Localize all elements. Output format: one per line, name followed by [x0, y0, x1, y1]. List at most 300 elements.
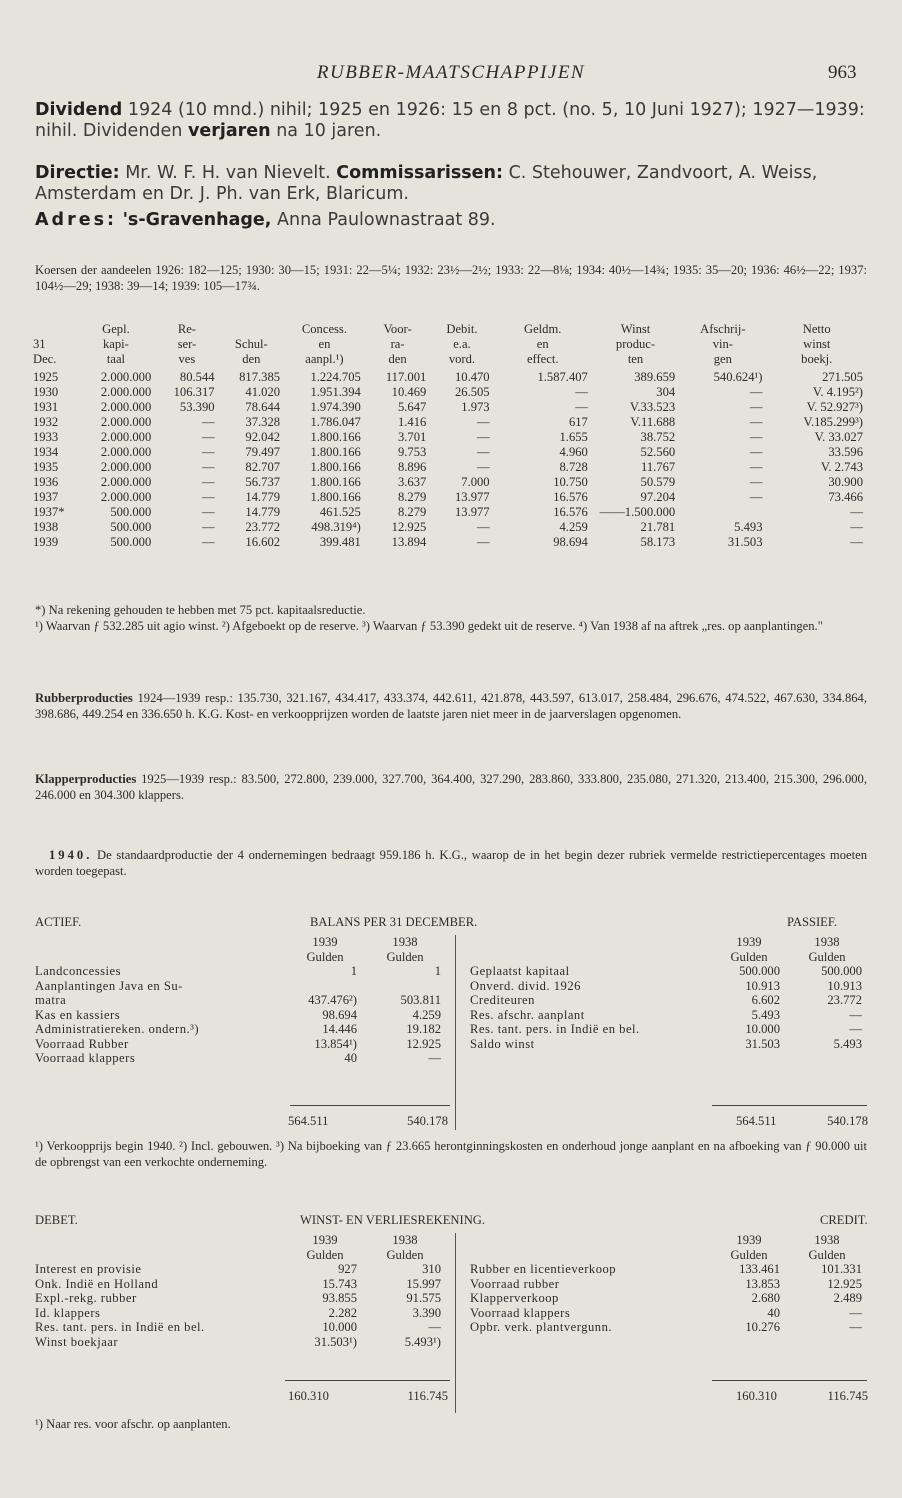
table-cell: 500.000	[110, 535, 152, 549]
column-header	[679, 322, 766, 370]
directie-label: Directie:	[35, 163, 120, 183]
table-cell: 2.000.000	[100, 385, 152, 399]
ledger-value-1939: 14.446	[322, 1022, 357, 1036]
table-cell: —	[477, 415, 490, 429]
ledger-value-1939: 31.503¹)	[314, 1334, 357, 1349]
table-cell: —	[850, 535, 863, 549]
table-cell: 82.707	[245, 460, 281, 474]
rubber-label: Rubberproducties	[35, 691, 133, 705]
column-header-line: ser-	[177, 337, 197, 351]
table-row	[33, 520, 867, 535]
table-cell: —	[201, 490, 215, 504]
wv-debet-year-row	[35, 1233, 445, 1248]
ledger-value-1938: 1	[434, 964, 441, 978]
unit-gulden: Gulden	[306, 949, 344, 964]
total-1938: 116.745	[407, 1389, 448, 1403]
column-header-line: winst	[803, 337, 831, 351]
year-1938: 1938	[814, 1233, 840, 1247]
klapper-text: 1925—1939 resp.: 83.500, 272.800, 239.000, 327.700, 364.400, 327.290, 283.860, 333.800, 235.080, 271.320, 213.400, 215.300, 296.000, 246.000 en 304.300 klappers.	[35, 772, 867, 802]
ledger-value-1938: —	[428, 1320, 441, 1334]
unit-gulden: Gulden	[808, 1247, 846, 1262]
ledger-value-1938: —	[849, 1320, 862, 1334]
ledger-label: Aanplantingen Java en Su-	[35, 978, 183, 993]
table-cell: —	[477, 445, 490, 459]
table-cell: 1939	[33, 535, 59, 549]
table-cell	[679, 505, 766, 520]
ledger-value-1938: 2.489	[833, 1291, 862, 1305]
year-1938: 1938	[392, 935, 418, 949]
table-cell: 30.900	[828, 475, 863, 489]
ledger-value-1938: —	[428, 1051, 441, 1065]
wv-left-title: DEBET.	[35, 1213, 78, 1227]
balans-passief-unit-row	[470, 950, 866, 965]
ledger-value-1938: 310	[422, 1262, 441, 1276]
table-note-star: *) Na rekening gehouden te hebben met 75 pct. kapitaalsreductie.	[35, 603, 366, 617]
balans-right-totals	[736, 1113, 868, 1129]
ledger-value-1939: 10.913	[745, 978, 780, 993]
ledger-value-1938: 12.925	[406, 1036, 441, 1051]
wv-credit-unit-row	[470, 1248, 866, 1263]
ledger-label: matra	[35, 993, 67, 1007]
wv-debet-unit-row	[35, 1248, 445, 1263]
ledger-row	[35, 979, 445, 994]
table-cell: 3.701	[397, 430, 427, 444]
ledger-value-1938: 101.331	[821, 1262, 862, 1276]
table-cell: 1.800.166	[310, 430, 361, 444]
directie-paragraph	[35, 163, 867, 205]
table-cell: 1.973	[461, 400, 490, 414]
ledger-label: Voorraad Rubber	[35, 1036, 129, 1051]
wv-right-title: CREDIT.	[820, 1213, 868, 1227]
balans-passief-year-row	[470, 935, 866, 950]
balans-right-title: PASSIEF.	[787, 915, 837, 929]
ledger-row	[35, 1277, 445, 1292]
table-cell: 2.000.000	[100, 370, 152, 384]
table-cell: 3.637	[397, 475, 427, 489]
table-cell: 23.772	[245, 520, 281, 534]
ledger-value-1939: 10.276	[745, 1320, 780, 1334]
table-row	[33, 475, 867, 490]
total-1938: 116.745	[827, 1389, 868, 1403]
column-header-line: produc-	[615, 337, 656, 351]
table-cell: 53.390	[179, 400, 215, 414]
column-header-line: vord.	[448, 352, 476, 366]
financial-overview-table	[33, 322, 867, 550]
ledger-value-1939: 93.855	[322, 1291, 357, 1305]
ledger-label: Winst boekjaar	[35, 1334, 119, 1349]
table-cell: 16.576	[553, 490, 588, 504]
table-cell: —	[749, 415, 763, 429]
wv-right-total-rule	[712, 1380, 867, 1381]
table-cell: —	[477, 520, 490, 534]
ledger-value-1938: —	[849, 1022, 862, 1036]
ledger-label: Landconcessies	[35, 964, 122, 978]
table-cell: 80.544	[179, 370, 215, 384]
table-cell: 37.328	[245, 415, 281, 429]
table-cell: 52.560	[640, 445, 676, 459]
directie-text: Mr. W. F. H. van Nievelt.	[119, 163, 337, 183]
table-cell: 56.737	[245, 475, 281, 489]
table-cell: 1931	[33, 400, 59, 414]
ledger-value-1939: 15.743	[322, 1276, 357, 1291]
unit-gulden: Gulden	[306, 1247, 344, 1262]
note-1940-label: 1940.	[49, 848, 93, 862]
table-cell: —	[749, 490, 763, 504]
year-1939: 1939	[736, 1233, 762, 1247]
ledger-value-1939: 40	[767, 1305, 780, 1320]
ledger-label: Voorraad klappers	[35, 1051, 136, 1065]
balans-divider	[455, 935, 456, 1130]
table-cell: —	[477, 460, 490, 474]
table-row	[33, 400, 867, 415]
table-cell: 2.000.000	[100, 460, 152, 474]
table-cell: —	[201, 520, 215, 534]
table-cell: 9.753	[397, 445, 427, 459]
ledger-label: Rubber en licentieverkoop	[470, 1262, 617, 1276]
wv-credit-year-row	[470, 1233, 866, 1248]
page-number: 963	[828, 62, 857, 83]
total-1939: 160.310	[736, 1389, 777, 1403]
ledger-label: Crediteuren	[470, 993, 535, 1007]
wv-debet-table	[35, 1233, 445, 1349]
table-cell: 5.647	[397, 400, 427, 414]
column-header	[284, 322, 365, 370]
ledger-row	[470, 993, 866, 1008]
table-cell: 98.694	[553, 535, 588, 549]
ledger-label: Voorraad rubber	[470, 1276, 560, 1291]
rubber-text: 1924—1939 resp.: 135.730, 321.167, 434.417, 433.374, 442.611, 421.878, 443.597, 613.017, 258.484, 296.676, 474.522, 467.630, 334.864, 398.686, 449.254 en 336.650 h. K.G. Kost- en verkoopprijzen worden de laatste jaren niet meer in de jaarverslagen opgenomen.	[35, 691, 867, 721]
table-cell: 79.497	[245, 445, 281, 459]
ledger-value-1938: 19.182	[406, 1022, 441, 1036]
table-cell: V. 4.195²)	[812, 385, 863, 399]
ledger-value-1939: 98.694	[322, 1007, 357, 1022]
balans-right-total-rule	[712, 1105, 867, 1106]
table-cell: —	[749, 385, 763, 399]
column-header-line: den	[242, 352, 261, 366]
ledger-value-1939: 13.854¹)	[314, 1036, 357, 1051]
table-cell: 1.951.394	[310, 385, 361, 399]
table-cell: 92.042	[245, 430, 281, 444]
commissarissen-text: C. Stehouwer, Zandvoort, A. Weiss, Amsterdam en Dr. J. Ph. van Erk, Blaricum.	[35, 163, 818, 204]
ledger-label: Res. tant. pers. in Indië en bel.	[35, 1320, 205, 1334]
table-notes	[35, 602, 867, 634]
table-cell: 8.279	[397, 490, 427, 504]
table-row	[33, 490, 867, 505]
column-header-line: aanpl.¹)	[305, 352, 344, 366]
verjaren-text: na 10 jaren.	[270, 121, 382, 141]
table-cell: 1933	[33, 430, 59, 444]
table-cell: 2.000.000	[100, 415, 152, 429]
table-cell: 10.750	[553, 475, 588, 489]
balans-center-title: BALANS PER 31 DECEMBER.	[310, 915, 478, 929]
wv-left-total-rule	[285, 1380, 450, 1381]
table-cell: 498.319⁴)	[311, 520, 361, 534]
dividend-text: 1924 (10 mnd.) nihil; 1925 en 1926: 15 en 8 pct. (no. 5, 10 Juni 1927); 1927—1939: nihil. Dividenden	[35, 100, 865, 141]
ledger-row	[470, 1320, 866, 1335]
wv-right-totals	[736, 1388, 868, 1404]
ledger-row	[35, 1022, 445, 1037]
column-header-line: vin-	[712, 337, 733, 351]
ledger-label: Kas en kassiers	[35, 1007, 121, 1022]
table-cell: 1.800.166	[310, 475, 361, 489]
table-cell: —	[201, 460, 215, 474]
table-cell: 389.659	[634, 370, 676, 384]
unit-gulden: Gulden	[386, 1247, 424, 1262]
column-header-line: Dec.	[33, 352, 57, 366]
wv-note: ¹) Naar res. voor afschr. op aanplanten.	[35, 1417, 231, 1431]
table-cell: 2.000.000	[100, 475, 152, 489]
table-cell: 78.644	[245, 400, 281, 414]
table-cell: 1.224.705	[310, 370, 361, 384]
table-cell: 271.505	[822, 370, 863, 384]
ledger-value-1939: 10.000	[322, 1320, 357, 1334]
column-header-line: ten	[627, 352, 644, 366]
table-cell: 1.974.390	[310, 400, 361, 414]
table-cell: 38.752	[640, 430, 676, 444]
year-1938: 1938	[392, 1233, 418, 1247]
ledger-label: Voorraad klappers	[470, 1305, 571, 1320]
ledger-value-1938: 15.997	[406, 1276, 441, 1291]
year-1939: 1939	[736, 935, 762, 949]
table-cell: 1932	[33, 415, 59, 429]
klapper-label: Klapperproducties	[35, 772, 137, 786]
ledger-row	[35, 1037, 445, 1052]
ledger-row	[35, 1008, 445, 1023]
ledger-row	[35, 1335, 445, 1350]
table-row	[33, 505, 867, 520]
table-cell: 14.779	[245, 490, 281, 504]
ledger-value-1939	[285, 979, 365, 994]
column-header-line: Schul-	[234, 337, 268, 351]
table-cell: 33.596	[828, 445, 863, 459]
table-cell: 16.602	[245, 535, 281, 549]
column-header-line: Geldm.	[524, 322, 562, 336]
table-cell: —	[749, 430, 763, 444]
ledger-value-1939: 437.476²)	[308, 993, 357, 1007]
column-header-line: Concess.	[301, 322, 347, 336]
table-cell: 1.800.166	[310, 460, 361, 474]
ledger-row	[35, 1262, 445, 1277]
ledger-row	[470, 979, 866, 994]
table-cell: V.33.523	[629, 400, 676, 414]
dividend-label: Dividend	[35, 100, 123, 120]
column-header	[365, 322, 430, 370]
table-cell: 1936	[33, 475, 59, 489]
ledger-value-1938: 4.259	[412, 1007, 441, 1022]
ledger-label: Klapperverkoop	[470, 1291, 559, 1305]
column-header-line: en	[318, 337, 331, 351]
balans-left-total-rule	[290, 1105, 450, 1106]
column-header-line: e.a.	[453, 337, 471, 351]
ledger-value-1939: 31.503	[745, 1036, 780, 1051]
table-cell: 399.481	[319, 535, 361, 549]
year-1939: 1939	[312, 935, 338, 949]
column-header	[33, 322, 77, 370]
table-cell: 1937	[33, 490, 59, 504]
table-cell: 1.800.166	[310, 490, 361, 504]
table-cell: 12.925	[391, 520, 427, 534]
column-header-line: kapi-	[103, 337, 129, 351]
table-cell: —	[850, 520, 863, 534]
table-cell: V.11.688	[630, 415, 676, 429]
ledger-value-1939: 40	[344, 1051, 357, 1065]
table-cell: 31.503	[727, 535, 763, 549]
ledger-value-1939: 10.000	[745, 1022, 780, 1036]
table-cell: —	[201, 475, 215, 489]
column-header-line: Voor-	[383, 322, 412, 336]
commissarissen-label: Commissarissen:	[336, 163, 503, 183]
column-header-line: Gepl.	[102, 322, 130, 336]
ledger-row	[470, 1291, 866, 1306]
unit-gulden: Gulden	[730, 1247, 768, 1262]
ledger-value-1939: 13.853	[745, 1276, 780, 1291]
ledger-value-1939: 2.680	[751, 1291, 780, 1305]
table-cell: 97.204	[640, 490, 676, 504]
table-cell: 1935	[33, 460, 59, 474]
table-cell: —	[201, 535, 215, 549]
column-header-line: en	[536, 337, 549, 351]
table-cell: 8.728	[559, 460, 588, 474]
total-1939: 564.511	[736, 1114, 777, 1128]
koersen-paragraph: Koersen der aandeelen 1926: 182—125; 1930: 30—15; 1931: 22—5¼; 1932: 23½—2½; 1933: 22—8⅛; 1934: 40½—14¾; 1935: 35—20; 1936: 46½—22; 1937: 104½—29; 1938: 39—14; 1939: 105—17¾.	[35, 263, 867, 293]
table-cell: 8.896	[397, 460, 427, 474]
rubber-paragraph	[35, 690, 867, 722]
ledger-value-1939: 6.602	[751, 993, 780, 1007]
column-header	[219, 322, 284, 370]
table-cell: 1.416	[397, 415, 427, 429]
table-cell: 500.000	[110, 505, 152, 519]
table-cell: 58.173	[640, 535, 676, 549]
total-1938: 540.178	[407, 1114, 448, 1128]
ledger-label: Res. afschr. aanplant	[470, 1007, 585, 1022]
ledger-label: Saldo winst	[470, 1036, 535, 1051]
ledger-value-1938: 91.575	[406, 1291, 441, 1305]
table-cell: —	[575, 400, 588, 414]
ledger-label: Onverd. divid. 1926	[470, 978, 581, 993]
column-header-line: Debit.	[446, 322, 478, 336]
note-1940-text: De standaardproductie der 4 ondernemingen bedraagt 959.186 h. K.G., waarop de in het begin dezer rubriek vermelde restrictiepercentages moeten worden toegepast.	[35, 848, 867, 878]
ledger-row	[35, 1320, 445, 1335]
balans-note: ¹) Verkoopprijs begin 1940. ²) Incl. gebouwen. ³) Na bijboeking van ƒ 23.665 herontginningskosten en onderhoud jonge aanplant en na afboeking van ƒ 90.000 uit de opbrengst van een verkochte onderneming.	[35, 1139, 867, 1169]
column-header	[592, 322, 679, 370]
table-cell: —	[201, 415, 215, 429]
table-cell: —	[201, 505, 215, 519]
ledger-value-1938: 23.772	[827, 993, 862, 1007]
table-cell: —	[749, 460, 763, 474]
column-header-line: gen	[713, 352, 732, 366]
ledger-value-1938: —	[849, 1305, 862, 1320]
table-cell: —	[201, 445, 215, 459]
table-cell: 7.000	[461, 475, 490, 489]
table-cell: 1925	[33, 370, 59, 384]
table-cell: ——1.500.000	[599, 505, 676, 519]
running-title: RUBBER-MAATSCHAPPIJEN	[316, 62, 586, 83]
ledger-value-1938: 12.925	[827, 1276, 862, 1291]
table-cell: 50.579	[640, 475, 676, 489]
table-cell: 8.279	[397, 505, 427, 519]
ledger-value-1939: 1	[350, 964, 357, 978]
table-cell: 1937*	[33, 505, 65, 519]
table-header-row	[33, 322, 867, 370]
ledger-row	[470, 1277, 866, 1292]
table-cell: 1934	[33, 445, 59, 459]
table-cell: 13.977	[454, 490, 490, 504]
table-cell: —	[749, 475, 763, 489]
column-header-line: Afschrij-	[700, 322, 746, 336]
column-header	[430, 322, 493, 370]
adres-label: Adres:	[35, 210, 117, 230]
ledger-row	[35, 1291, 445, 1306]
table-cell: 41.020	[245, 385, 281, 399]
table-cell: 13.977	[454, 505, 490, 519]
table-cell: —	[850, 505, 863, 519]
column-header-line: ra-	[390, 337, 405, 351]
table-cell: 1.800.166	[310, 445, 361, 459]
unit-gulden: Gulden	[730, 949, 768, 964]
ledger-row	[470, 1306, 866, 1321]
column-header-line: boekj.	[801, 352, 833, 366]
column-header-line: 31	[33, 337, 46, 351]
klapper-paragraph	[35, 771, 867, 803]
ledger-label: Res. tant. pers. in Indië en bel.	[470, 1022, 640, 1036]
ledger-label: Geplaatst kapitaal	[470, 964, 570, 978]
table-cell: 1.655	[559, 430, 588, 444]
table-cell: —	[477, 535, 490, 549]
table-cell: 1930	[33, 385, 59, 399]
ledger-value-1938: 503.811	[400, 993, 441, 1007]
dividend-paragraph	[35, 100, 867, 142]
table-cell: 2.000.000	[100, 445, 152, 459]
column-header-line: Winst	[620, 322, 651, 336]
ledger-value-1938	[365, 979, 445, 994]
ledger-value-1939: 2.282	[328, 1305, 357, 1320]
table-cell: V. 52.927³)	[806, 400, 863, 414]
table-cell: 617	[568, 415, 588, 429]
ledger-value-1938: 3.390	[412, 1305, 441, 1320]
column-header-line: Re-	[177, 322, 196, 336]
table-cell: 1.587.407	[537, 370, 588, 384]
table-cell: 304	[656, 385, 676, 399]
ledger-value-1938: 500.000	[821, 964, 862, 978]
table-cell: 540.624¹)	[713, 370, 763, 384]
ledger-row	[35, 1051, 445, 1066]
table-row	[33, 535, 867, 550]
table-cell: 5.493	[734, 520, 763, 534]
table-cell: 14.779	[245, 505, 281, 519]
ledger-row	[35, 964, 445, 979]
column-header-line: taal	[106, 352, 126, 366]
table-cell: V. 2.743	[820, 460, 863, 474]
column-header	[494, 322, 592, 370]
ledger-label: Interest en provisie	[35, 1262, 142, 1276]
total-1939: 564.511	[288, 1114, 329, 1128]
table-cell: 73.466	[828, 490, 863, 504]
table-cell: —	[749, 445, 763, 459]
table-cell: 106.317	[173, 385, 215, 399]
table-cell: 10.469	[391, 385, 427, 399]
wv-left-totals	[288, 1388, 448, 1404]
wv-center-title: WINST- EN VERLIESREKENING.	[300, 1213, 486, 1227]
ledger-value-1939: 5.493	[751, 1007, 780, 1022]
table-cell: 117.001	[385, 370, 427, 384]
balans-left-title: ACTIEF.	[35, 915, 82, 929]
ledger-label: Opbr. verk. plantvergunn.	[470, 1320, 613, 1334]
year-1938: 1938	[814, 935, 840, 949]
table-row	[33, 415, 867, 430]
table-cell: 4.960	[559, 445, 588, 459]
wv-credit-table	[470, 1233, 866, 1335]
adres-city: 's-Gravenhage,	[122, 210, 272, 230]
